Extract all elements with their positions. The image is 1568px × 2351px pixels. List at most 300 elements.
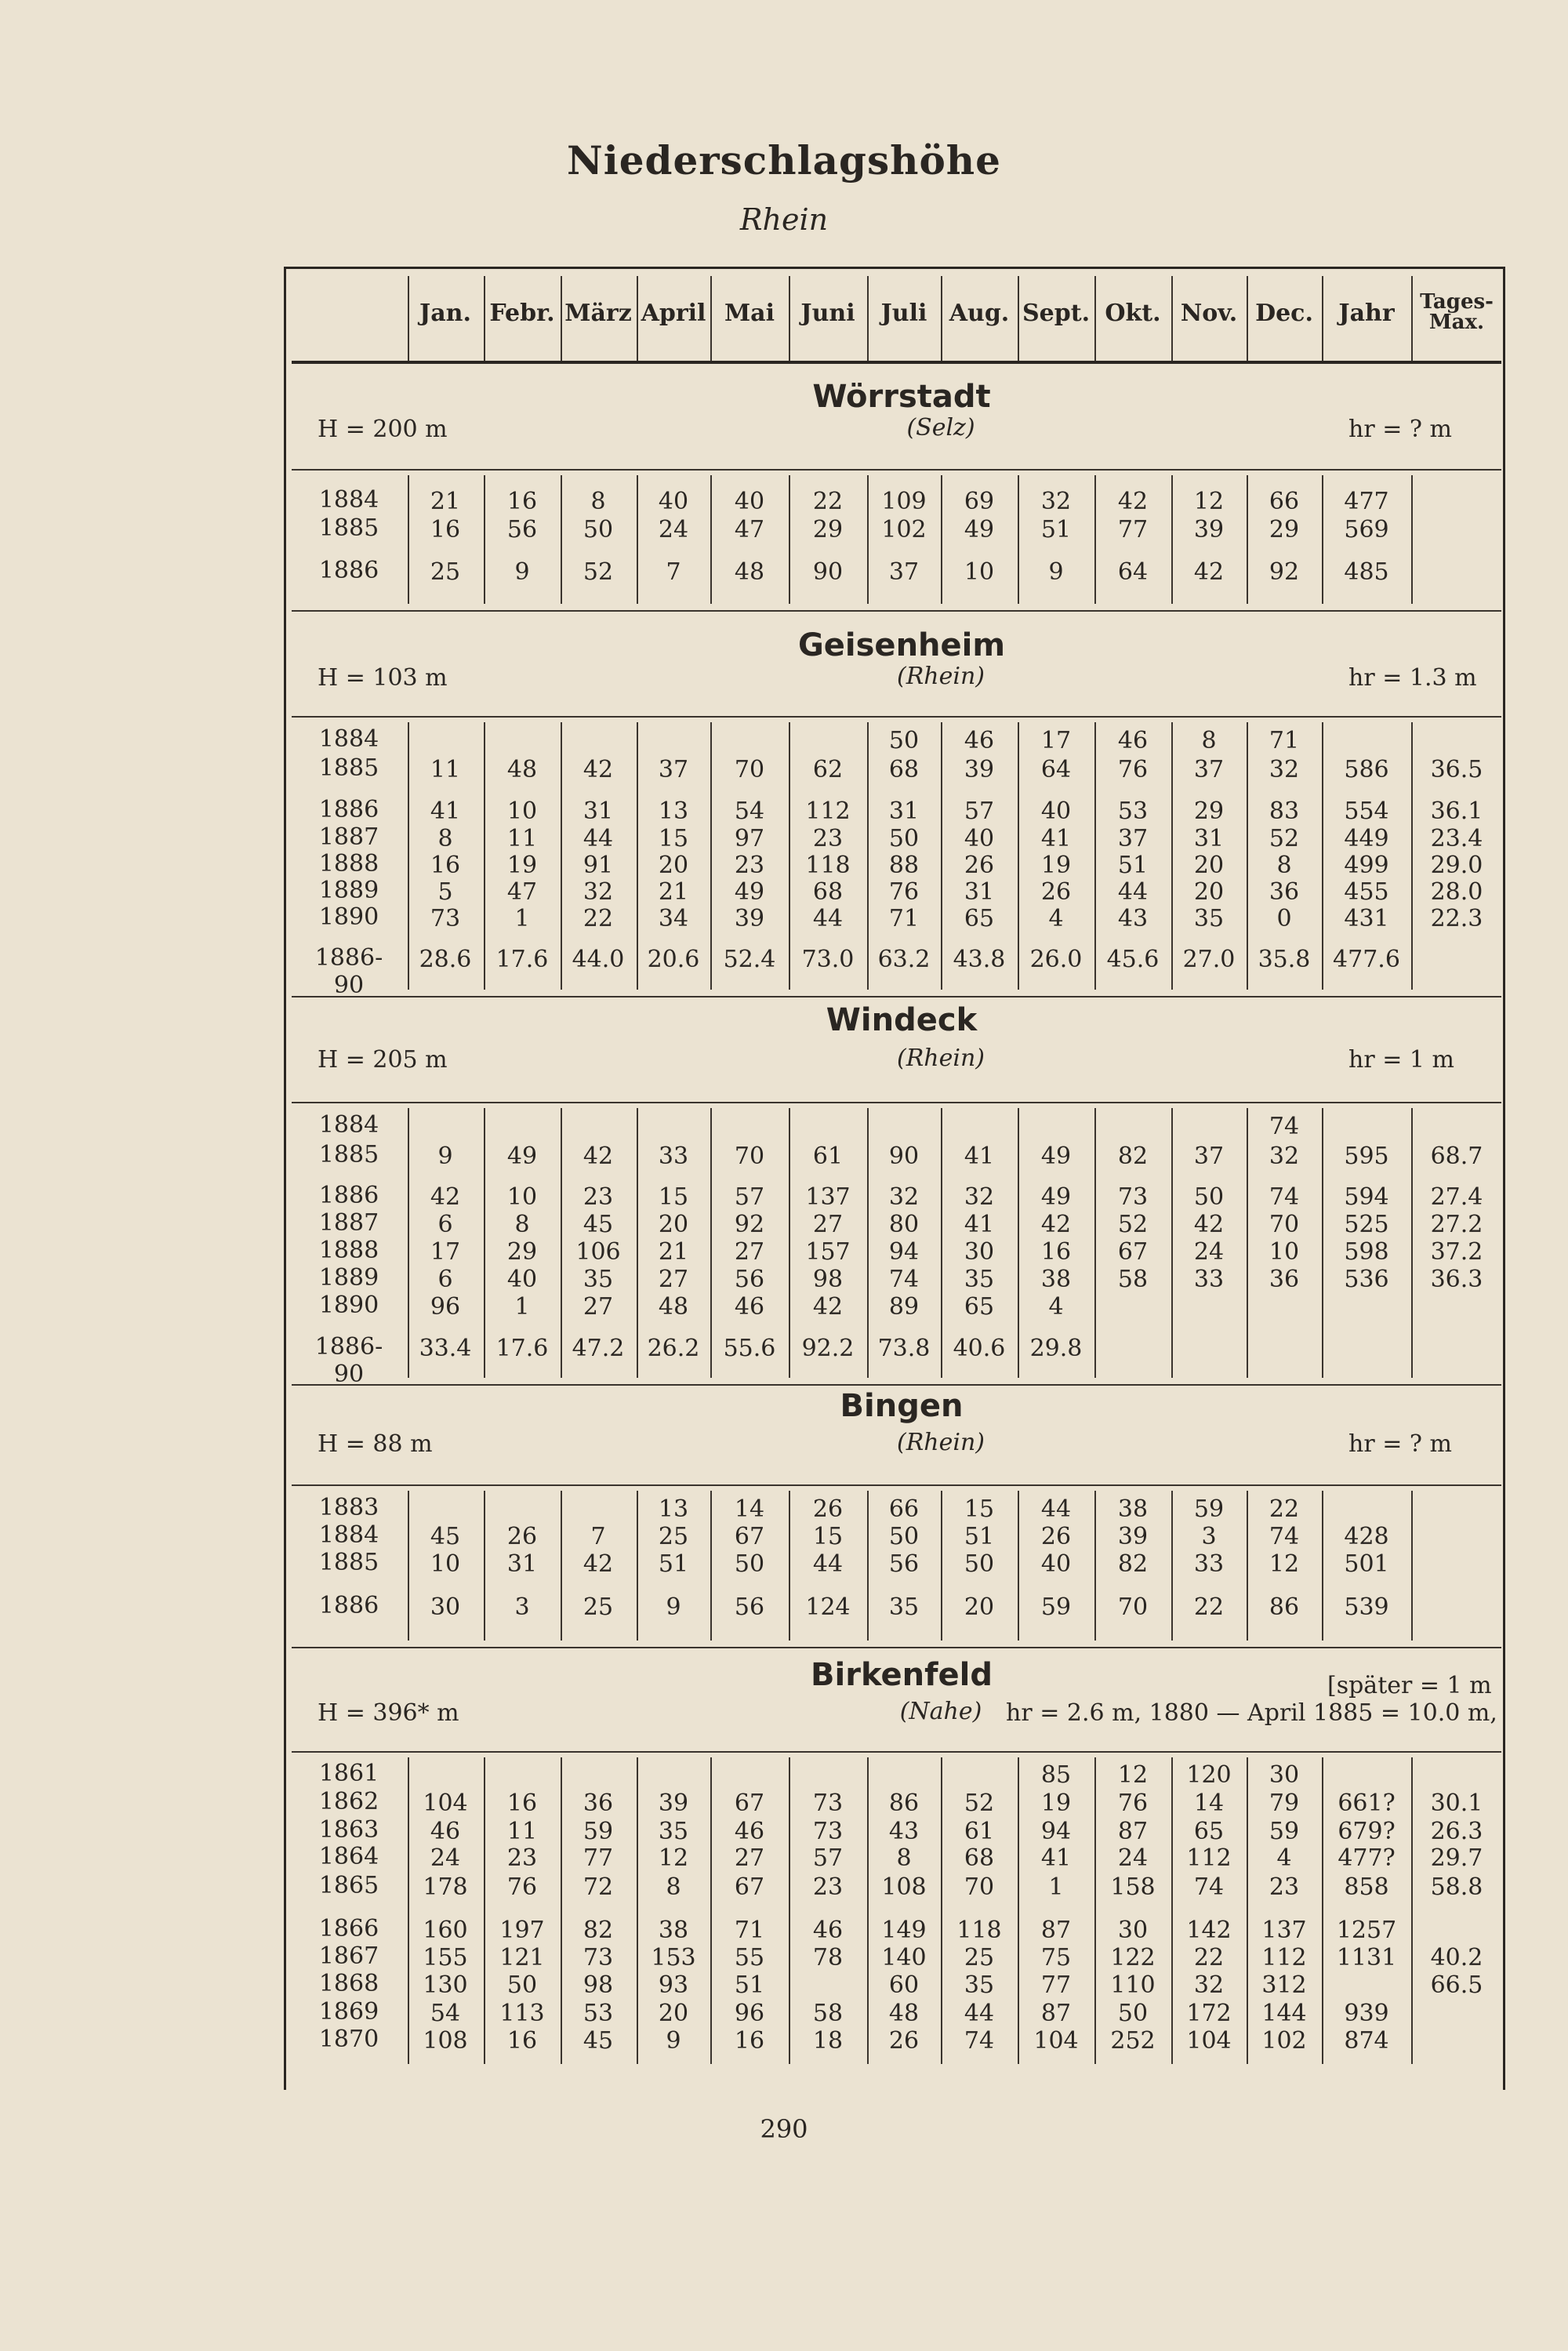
table-cell: 679?: [1338, 1818, 1396, 1845]
table-cell: 59: [583, 1818, 614, 1845]
table-cell: 51: [1117, 852, 1149, 879]
table-cell: 15: [964, 1495, 995, 1523]
table-cell: 586: [1344, 756, 1389, 783]
table-cell: 24: [658, 516, 689, 543]
table-cell: 49: [734, 878, 765, 906]
table-cell: 49: [1040, 1183, 1072, 1211]
table-cell: 46: [812, 1917, 844, 1944]
column-header: Okt.: [1105, 300, 1161, 327]
table-cell: 149: [881, 1917, 927, 1944]
table-cell: 42: [1117, 488, 1149, 515]
station-hr-note: hr = 2.6 m, 1880 — April 1885 = 10.0 m,: [1006, 1699, 1497, 1727]
row-year: 1867: [318, 1942, 379, 1970]
table-cell: 485: [1344, 558, 1389, 586]
table-cell: 595: [1344, 1143, 1389, 1170]
table-cell: 21: [430, 488, 461, 515]
row-year: 1886: [318, 796, 379, 823]
table-cell: 86: [1269, 1593, 1300, 1621]
table-cell: 50: [964, 1550, 995, 1578]
table-cell: 32: [583, 878, 614, 906]
table-cell: 25: [658, 1523, 689, 1550]
station-hr: hr = 1.3 m: [1348, 664, 1477, 692]
table-cell: 40: [506, 1266, 538, 1293]
section-top-rule: [292, 469, 1501, 471]
table-cell: 17.6: [495, 946, 549, 973]
table-cell: 25: [430, 558, 461, 586]
table-cell: 22.3: [1430, 905, 1483, 932]
table-cell: 36: [1269, 1266, 1300, 1293]
row-year: 1889: [318, 877, 379, 904]
column-divider: [1411, 1757, 1413, 2064]
table-cell: 87: [1040, 1917, 1072, 1944]
table-cell: 554: [1344, 798, 1389, 825]
table-cell: 75: [1040, 1944, 1072, 1971]
row-year: 1885: [318, 754, 379, 782]
table-cell: 5: [437, 878, 453, 906]
station-name: Bingen: [840, 1388, 964, 1424]
table-cell: 23: [734, 852, 765, 879]
table-cell: 43: [888, 1818, 920, 1845]
table-cell: 50: [583, 516, 614, 543]
table-cell: 88: [888, 852, 920, 879]
table-cell: 13: [658, 798, 689, 825]
table-cell: 55.6: [723, 1335, 776, 1362]
table-cell: 104: [1186, 2027, 1232, 2055]
column-divider: [1411, 475, 1413, 604]
table-cell: 3: [514, 1593, 530, 1621]
table-cell: 22: [1269, 1495, 1300, 1523]
column-divider: [1411, 276, 1413, 361]
table-cell: 19: [1040, 1790, 1072, 1817]
table-cell: 121: [499, 1944, 545, 1971]
table-cell: 15: [812, 1523, 844, 1550]
table-cell: 44: [812, 1550, 844, 1578]
table-cell: 48: [734, 558, 765, 586]
table-cell: 49: [1040, 1143, 1072, 1170]
table-cell: 76: [888, 878, 920, 906]
table-cell: 36: [1269, 878, 1300, 906]
table-cell: 94: [1040, 1818, 1072, 1845]
table-cell: 27.0: [1182, 946, 1236, 973]
station-elevation: H = 205 m: [318, 1046, 448, 1074]
table-cell: 23: [812, 825, 844, 852]
table-cell: 98: [583, 1971, 614, 1999]
column-header: Juli: [880, 300, 927, 327]
river-name: (Rhein): [897, 663, 985, 690]
station-elevation: H = 200 m: [318, 416, 448, 443]
table-cell: 72: [583, 1873, 614, 1901]
table-cell: 14: [734, 1495, 765, 1523]
table-cell: 31: [506, 1550, 538, 1578]
table-cell: 20: [964, 1593, 995, 1621]
table-cell: 87: [1040, 2000, 1072, 2027]
table-cell: 36.5: [1430, 756, 1483, 783]
table-cell: 27.4: [1430, 1183, 1483, 1211]
table-cell: 39: [1117, 1523, 1149, 1550]
table-cell: 51: [1040, 516, 1072, 543]
table-cell: 66.5: [1430, 1971, 1483, 1999]
table-cell: 38: [658, 1917, 689, 1944]
table-cell: 197: [499, 1917, 545, 1944]
table-cell: 22: [1193, 1593, 1225, 1621]
column-header: Dec.: [1255, 300, 1313, 327]
row-year: 1862: [318, 1788, 379, 1815]
table-cell: 52: [1269, 825, 1300, 852]
table-cell: 42: [583, 1550, 614, 1578]
station-name: Birkenfeld: [811, 1657, 993, 1693]
table-cell: 8: [1201, 727, 1217, 754]
table-cell: 7: [666, 558, 681, 586]
table-cell: 24: [430, 1844, 461, 1872]
table-cell: 15: [658, 825, 689, 852]
table-cell: 58: [812, 2000, 844, 2027]
table-cell: 22: [812, 488, 844, 515]
table-cell: 12: [1117, 1761, 1149, 1789]
row-year: 1890: [318, 903, 379, 931]
table-cell: 70: [734, 756, 765, 783]
table-cell: 82: [1117, 1143, 1149, 1170]
table-cell: 19: [506, 852, 538, 879]
table-cell: 45: [430, 1523, 461, 1550]
table-cell: 112: [1186, 1844, 1232, 1872]
table-cell: 68: [812, 878, 844, 906]
table-cell: 46: [964, 727, 995, 754]
table-cell: 874: [1344, 2027, 1389, 2055]
table-cell: 46: [734, 1293, 765, 1321]
table-cell: 10: [506, 1183, 538, 1211]
column-header: Sept.: [1022, 300, 1091, 327]
table-cell: 26.0: [1029, 946, 1083, 973]
table-cell: 15: [658, 1183, 689, 1211]
table-cell: 32: [1269, 1143, 1300, 1170]
column-header: Aug.: [949, 300, 1010, 327]
column-divider: [408, 276, 409, 361]
column-divider: [637, 276, 638, 361]
table-cell: 56: [734, 1593, 765, 1621]
row-year: 1885: [318, 514, 379, 542]
table-cell: 3: [1201, 1523, 1217, 1550]
column-header: März: [564, 300, 632, 327]
table-cell: 49: [964, 516, 995, 543]
table-cell: 42: [1193, 558, 1225, 586]
table-cell: 52: [583, 558, 614, 586]
column-divider: [484, 276, 485, 361]
table-cell: 44: [1117, 878, 1149, 906]
table-cell: 30: [964, 1238, 995, 1266]
table-cell: 455: [1344, 878, 1389, 906]
table-cell: 1257: [1336, 1917, 1397, 1944]
table-cell: 60: [888, 1971, 920, 1999]
table-cell: 56: [734, 1266, 765, 1293]
table-cell: 10: [1269, 1238, 1300, 1266]
table-cell: 661?: [1338, 1790, 1396, 1817]
table-cell: 26: [1040, 878, 1072, 906]
table-cell: 25: [583, 1593, 614, 1621]
table-cell: 40: [658, 488, 689, 515]
table-cell: 25: [964, 1944, 995, 1971]
table-cell: 598: [1344, 1238, 1389, 1266]
table-cell: 35: [658, 1818, 689, 1845]
table-cell: 64: [1040, 756, 1072, 783]
table-cell: 46: [734, 1818, 765, 1845]
table-cell: 939: [1344, 2000, 1389, 2027]
table-cell: 32: [1193, 1971, 1225, 1999]
table-cell: 37: [1193, 1143, 1225, 1170]
table-cell: 82: [1117, 1550, 1149, 1578]
table-cell: 58: [1117, 1266, 1149, 1293]
table-cell: 16: [506, 2027, 538, 2055]
table-cell: 66: [888, 1495, 920, 1523]
table-cell: 70: [734, 1143, 765, 1170]
table-cell: 110: [1110, 1971, 1156, 1999]
table-cell: 36: [583, 1790, 614, 1817]
table-cell: 35: [888, 1593, 920, 1621]
page-title: Niederschlagshöhe: [567, 137, 1001, 184]
table-cell: 45.6: [1106, 946, 1160, 973]
table-cell: 22: [1193, 1944, 1225, 1971]
row-year: 1890: [318, 1292, 379, 1319]
column-divider: [1322, 276, 1323, 361]
table-cell: 43.8: [953, 946, 1006, 973]
table-cell: 1: [514, 905, 530, 932]
table-cell: 63.2: [877, 946, 931, 973]
table-cell: 23.4: [1430, 825, 1483, 852]
table-cell: 9: [666, 1593, 681, 1621]
table-cell: 0: [1276, 905, 1292, 932]
table-cell: 20: [658, 852, 689, 879]
table-cell: 26: [888, 2027, 920, 2055]
section-top-rule: [292, 1484, 1501, 1486]
table-cell: 38: [1040, 1266, 1072, 1293]
table-cell: 92: [734, 1211, 765, 1238]
station-hr: hr = ? m: [1348, 416, 1452, 443]
table-cell: 46: [430, 1818, 461, 1845]
row-year: 1888: [318, 850, 379, 878]
row-year: 1865: [318, 1872, 379, 1899]
table-cell: 431: [1344, 905, 1389, 932]
table-cell: 64: [1117, 558, 1149, 586]
table-cell: 73.8: [877, 1335, 931, 1362]
table-cell: 33.4: [419, 1335, 472, 1362]
table-cell: 44: [964, 2000, 995, 2027]
row-year: 1864: [318, 1843, 379, 1870]
table-cell: 20: [658, 1211, 689, 1238]
table-cell: 74: [888, 1266, 920, 1293]
table-cell: 16: [430, 516, 461, 543]
table-cell: 11: [506, 1818, 538, 1845]
row-year: 1887: [318, 823, 379, 851]
table-cell: 52: [964, 1790, 995, 1817]
table-cell: 32: [1269, 756, 1300, 783]
table-cell: 18: [812, 2027, 844, 2055]
table-cell: 35: [1193, 905, 1225, 932]
table-cell: 16: [1040, 1238, 1072, 1266]
table-cell: 74: [1193, 1873, 1225, 1901]
station-elevation: H = 396* m: [318, 1699, 459, 1727]
table-cell: 50: [1193, 1183, 1225, 1211]
station-hr: hr = 1 m: [1348, 1046, 1454, 1074]
table-cell: 32: [888, 1183, 920, 1211]
table-cell: 7: [590, 1523, 606, 1550]
table-cell: 76: [506, 1873, 538, 1901]
table-cell: 57: [812, 1844, 844, 1872]
table-cell: 26: [1040, 1523, 1072, 1550]
column-header: Febr.: [489, 300, 555, 327]
section-bottom-rule: [292, 1647, 1501, 1648]
row-year: 1883: [318, 1494, 379, 1521]
table-cell: 142: [1186, 1917, 1232, 1944]
column-divider: [1171, 276, 1173, 361]
table-cell: 59: [1040, 1593, 1072, 1621]
table-cell: 39: [658, 1790, 689, 1817]
table-cell: 1: [514, 1293, 530, 1321]
table-cell: 40.6: [953, 1335, 1006, 1362]
table-cell: 158: [1110, 1873, 1156, 1901]
table-cell: 858: [1344, 1873, 1389, 1901]
table-cell: 39: [1193, 516, 1225, 543]
table-cell: 10: [430, 1550, 461, 1578]
table-cell: 40.2: [1430, 1944, 1483, 1971]
river-name: (Rhein): [897, 1429, 985, 1456]
table-cell: 78: [812, 1944, 844, 1971]
table-cell: 73: [1117, 1183, 1149, 1211]
section-top-rule: [292, 1102, 1501, 1103]
column-divider: [1018, 276, 1019, 361]
table-cell: 108: [881, 1873, 927, 1901]
table-cell: 35: [583, 1266, 614, 1293]
table-cell: 73: [583, 1944, 614, 1971]
table-cell: 153: [651, 1944, 696, 1971]
table-cell: 30: [1269, 1761, 1300, 1789]
table-cell: 27: [658, 1266, 689, 1293]
table-cell: 42: [812, 1293, 844, 1321]
table-cell: 66: [1269, 488, 1300, 515]
table-cell: 65: [964, 1293, 995, 1321]
station-name: Wörrstadt: [812, 379, 991, 415]
table-cell: 30.1: [1430, 1790, 1483, 1817]
table-cell: 477.6: [1333, 946, 1400, 973]
page-subtitle: Rhein: [739, 202, 829, 237]
table-cell: 32: [1040, 488, 1072, 515]
table-cell: 104: [1033, 2027, 1079, 2055]
table-cell: 8: [437, 825, 453, 852]
header-rule: [292, 361, 1501, 364]
table-cell: 8: [896, 1844, 912, 1872]
table-cell: 44: [583, 825, 614, 852]
table-cell: 35: [964, 1971, 995, 1999]
table-cell: 50: [888, 727, 920, 754]
table-cell: 16: [430, 852, 461, 879]
row-year: 1887: [318, 1209, 379, 1237]
table-cell: 37: [1193, 756, 1225, 783]
table-cell: 29: [1193, 798, 1225, 825]
table-cell: 4: [1048, 1293, 1064, 1321]
table-cell: 47: [506, 878, 538, 906]
table-cell: 124: [805, 1593, 851, 1621]
table-cell: 51: [658, 1550, 689, 1578]
station-hr: hr = ? m: [1348, 1430, 1452, 1458]
table-cell: 77: [1117, 516, 1149, 543]
table-cell: 56: [888, 1550, 920, 1578]
table-cell: 50: [1117, 2000, 1149, 2027]
column-divider: [1247, 276, 1248, 361]
table-cell: 41: [964, 1143, 995, 1170]
row-year: 1869: [318, 1998, 379, 2026]
table-cell: 569: [1344, 516, 1389, 543]
table-cell: 56: [506, 516, 538, 543]
table-cell: 50: [888, 1523, 920, 1550]
table-cell: 57: [734, 1183, 765, 1211]
table-cell: 9: [514, 558, 530, 586]
row-year: 1870: [318, 2026, 379, 2053]
table-cell: 34: [658, 905, 689, 932]
table-cell: 16: [506, 1790, 538, 1817]
table-cell: 40: [1040, 1550, 1072, 1578]
table-cell: 24: [1193, 1238, 1225, 1266]
table-cell: 36.3: [1430, 1266, 1483, 1293]
table-cell: 12: [1193, 488, 1225, 515]
table-cell: 137: [1261, 1917, 1307, 1944]
table-cell: 68: [964, 1844, 995, 1872]
table-cell: 32: [964, 1183, 995, 1211]
river-name: (Selz): [906, 414, 975, 441]
table-cell: 29: [1269, 516, 1300, 543]
table-cell: 477: [1344, 488, 1389, 515]
table-cell: 87: [1117, 1818, 1149, 1845]
column-header: Jan.: [419, 300, 471, 327]
column-divider: [1411, 1491, 1413, 1641]
row-year: 1885: [318, 1549, 379, 1576]
table-cell: 1131: [1336, 1944, 1397, 1971]
table-cell: 59: [1269, 1818, 1300, 1845]
table-cell: 51: [734, 1971, 765, 1999]
section-bottom-rule: [292, 996, 1501, 997]
table-cell: 28.0: [1430, 878, 1483, 906]
table-cell: 57: [964, 798, 995, 825]
table-cell: 73: [430, 905, 461, 932]
table-cell: 96: [430, 1293, 461, 1321]
table-cell: 74: [1269, 1523, 1300, 1550]
table-cell: 8: [590, 488, 606, 515]
table-cell: 10: [506, 798, 538, 825]
table-cell: 118: [805, 852, 851, 879]
row-year: 1866: [318, 1915, 379, 1942]
table-cell: 61: [812, 1143, 844, 1170]
table-cell: 37: [658, 756, 689, 783]
table-cell: 16: [506, 488, 538, 515]
column-divider: [1094, 276, 1096, 361]
table-cell: 20.6: [647, 946, 700, 973]
table-cell: 48: [658, 1293, 689, 1321]
table-cell: 91: [583, 852, 614, 879]
table-cell: 47.2: [572, 1335, 625, 1362]
table-cell: 47: [734, 516, 765, 543]
table-cell: 65: [964, 905, 995, 932]
table-cell: 40: [964, 825, 995, 852]
table-cell: 76: [1117, 756, 1149, 783]
table-cell: 67: [734, 1873, 765, 1901]
table-cell: 27: [812, 1211, 844, 1238]
table-cell: 74: [964, 2027, 995, 2055]
table-cell: 109: [881, 488, 927, 515]
column-divider: [710, 276, 712, 361]
station-name: Geisenheim: [797, 627, 1006, 663]
table-cell: 172: [1186, 2000, 1232, 2027]
table-cell: 50: [506, 1971, 538, 1999]
column-divider: [941, 276, 942, 361]
table-cell: 38: [1117, 1495, 1149, 1523]
table-cell: 85: [1040, 1761, 1072, 1789]
